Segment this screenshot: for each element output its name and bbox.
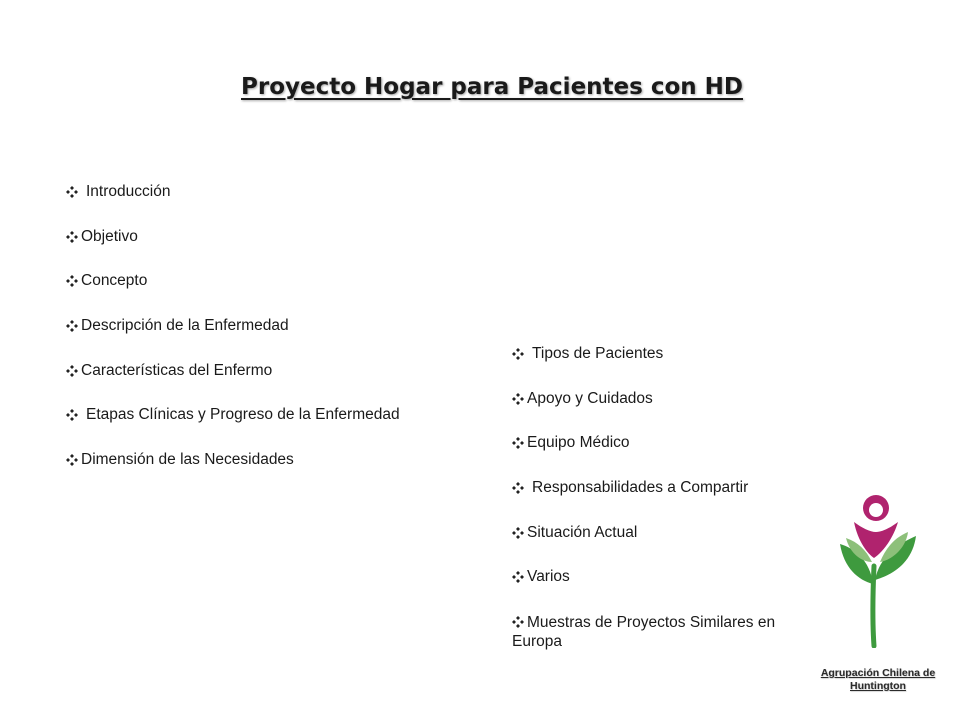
list-item-label: Características del Enfermo bbox=[81, 361, 273, 379]
diamond-bullet-icon bbox=[512, 571, 524, 583]
page-title: Proyecto Hogar para Pacientes con HD bbox=[241, 74, 743, 100]
agenda-list-left bbox=[66, 182, 400, 495]
list-item bbox=[512, 344, 812, 363]
list-item bbox=[66, 405, 400, 424]
logo-caption: Agrupación Chilena de Huntington bbox=[820, 667, 936, 692]
list-item bbox=[512, 567, 812, 586]
list-item bbox=[66, 271, 400, 290]
list-item-label: Equipo Médico bbox=[527, 434, 630, 452]
list-item-label: Introducción bbox=[86, 183, 171, 200]
list-item-label: Descripción de la Enfermedad bbox=[81, 317, 289, 335]
diamond-bullet-icon bbox=[512, 527, 524, 539]
list-item-label: Apoyo y Cuidados bbox=[527, 389, 653, 407]
flower-logo-icon bbox=[836, 488, 920, 648]
list-item bbox=[66, 450, 400, 469]
list-item-label: Responsabilidades a Compartir bbox=[532, 479, 749, 497]
list-item bbox=[66, 361, 400, 380]
list-item bbox=[512, 433, 812, 452]
diamond-bullet-icon bbox=[512, 393, 524, 405]
diamond-bullet-icon bbox=[66, 320, 78, 332]
list-item bbox=[512, 523, 812, 542]
diamond-bullet-icon bbox=[66, 275, 78, 287]
diamond-bullet-icon bbox=[512, 482, 524, 494]
list-item-label: Dimensión de las Necesidades bbox=[81, 451, 294, 469]
list-item-label: Objetivo bbox=[81, 227, 138, 245]
list-item-label: Varios bbox=[527, 568, 570, 586]
agenda-list-right bbox=[512, 344, 812, 677]
diamond-bullet-icon bbox=[66, 231, 78, 243]
diamond-bullet-icon bbox=[66, 365, 78, 377]
diamond-bullet-icon bbox=[66, 454, 78, 466]
list-item-label: Etapas Clínicas y Progreso de la Enfermedad bbox=[86, 406, 400, 424]
diamond-bullet-icon bbox=[512, 616, 524, 628]
list-item-label: Tipos de Pacientes bbox=[532, 345, 664, 362]
diamond-bullet-icon bbox=[512, 437, 524, 449]
list-item bbox=[512, 612, 812, 651]
diamond-bullet-icon bbox=[66, 186, 78, 198]
list-item-label: Situación Actual bbox=[527, 523, 638, 541]
list-item bbox=[66, 227, 400, 246]
list-item bbox=[512, 478, 812, 497]
list-item bbox=[66, 182, 400, 201]
diamond-bullet-icon bbox=[512, 348, 524, 360]
diamond-bullet-icon bbox=[66, 409, 78, 421]
list-item bbox=[66, 316, 400, 335]
list-item-label: Concepto bbox=[81, 272, 148, 290]
list-item-label: Muestras de Proyectos Similares en Europa bbox=[512, 614, 776, 651]
list-item bbox=[512, 389, 812, 408]
